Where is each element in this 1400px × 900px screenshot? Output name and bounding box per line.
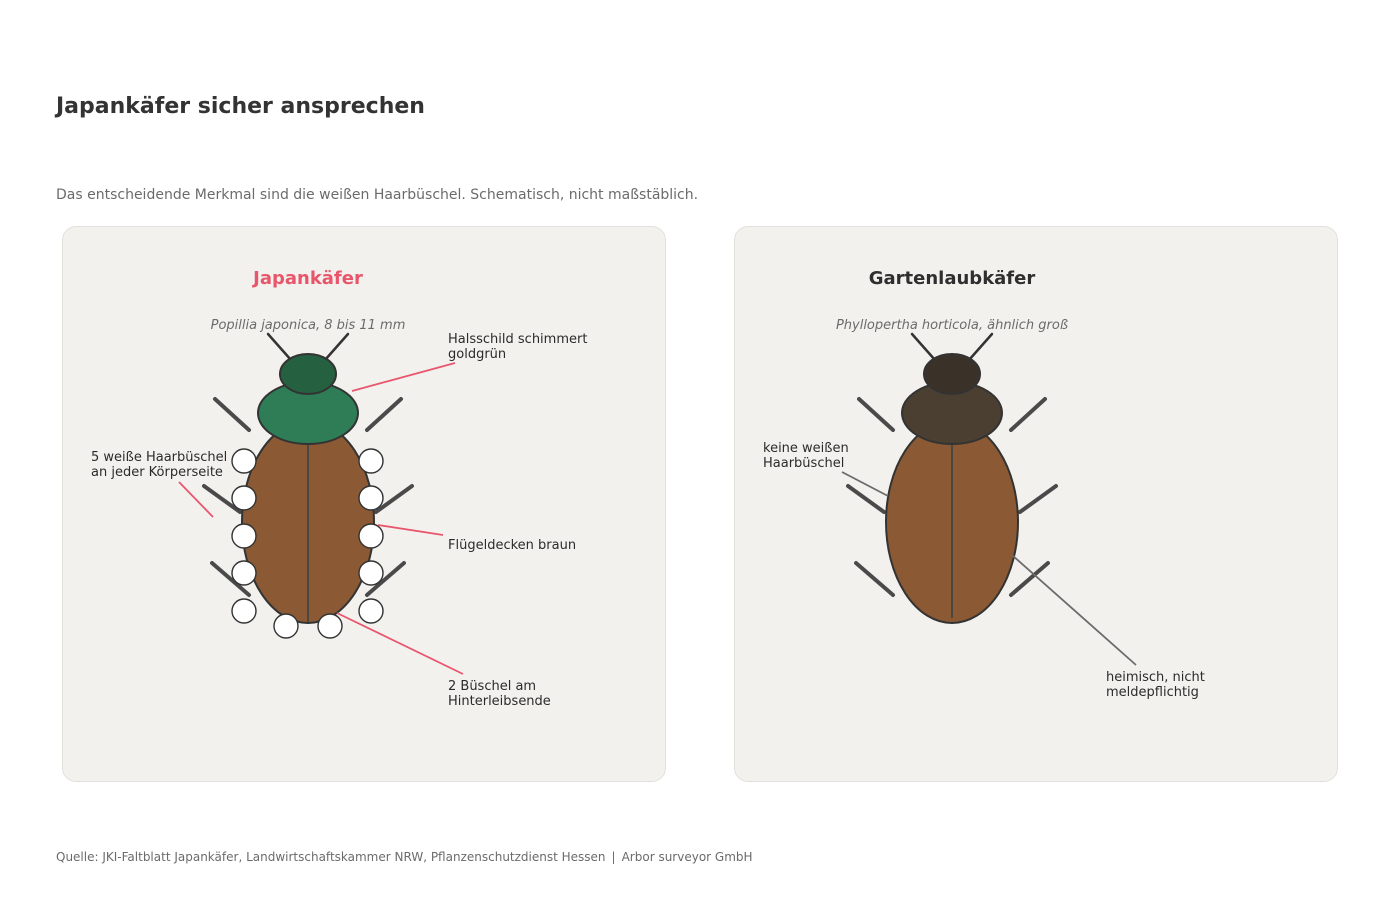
source-footer — [56, 850, 753, 864]
annotation-no-tufts: keine weißen Haarbüschel — [763, 441, 849, 471]
annotation-end-tufts: 2 Büschel am Hinterleibsende — [448, 679, 551, 709]
japankaefer-panel — [62, 226, 666, 782]
footer-separator: | — [611, 850, 616, 864]
page-subtitle: Das entscheidende Merkmal sind die weißen Haarbüschel. Schematisch, nicht maßstäblich. — [56, 187, 699, 203]
japankaefer-latin: Popillia japonica, 8 bis 11 mm — [210, 318, 406, 333]
annotation-elytra: Flügeldecken braun — [448, 538, 577, 553]
page-title: Japankäfer sicher ansprechen — [56, 94, 425, 119]
gartenlaubkaefer-latin: Phyllopertha horticola, ähnlich groß — [835, 318, 1069, 333]
company-name: Arbor surveyor GmbH — [621, 850, 753, 864]
source-text: Quelle: JKI-Faltblatt Japankäfer, Landwirtschaftskammer NRW, Pflanzenschutzdienst Hessen — [56, 850, 606, 864]
gartenlaubkaefer-panel — [734, 226, 1338, 782]
annotation-native: heimisch, nicht meldepflichtig — [1106, 670, 1205, 700]
annotation-pronotum: Halsschild schimmert goldgrün — [448, 332, 588, 362]
annotation-tufts: 5 weiße Haarbüschel an jeder Körperseite — [91, 450, 228, 480]
gartenlaubkaefer-name: Gartenlaubkäfer — [868, 268, 1036, 289]
japankaefer-name: Japankäfer — [253, 268, 363, 289]
